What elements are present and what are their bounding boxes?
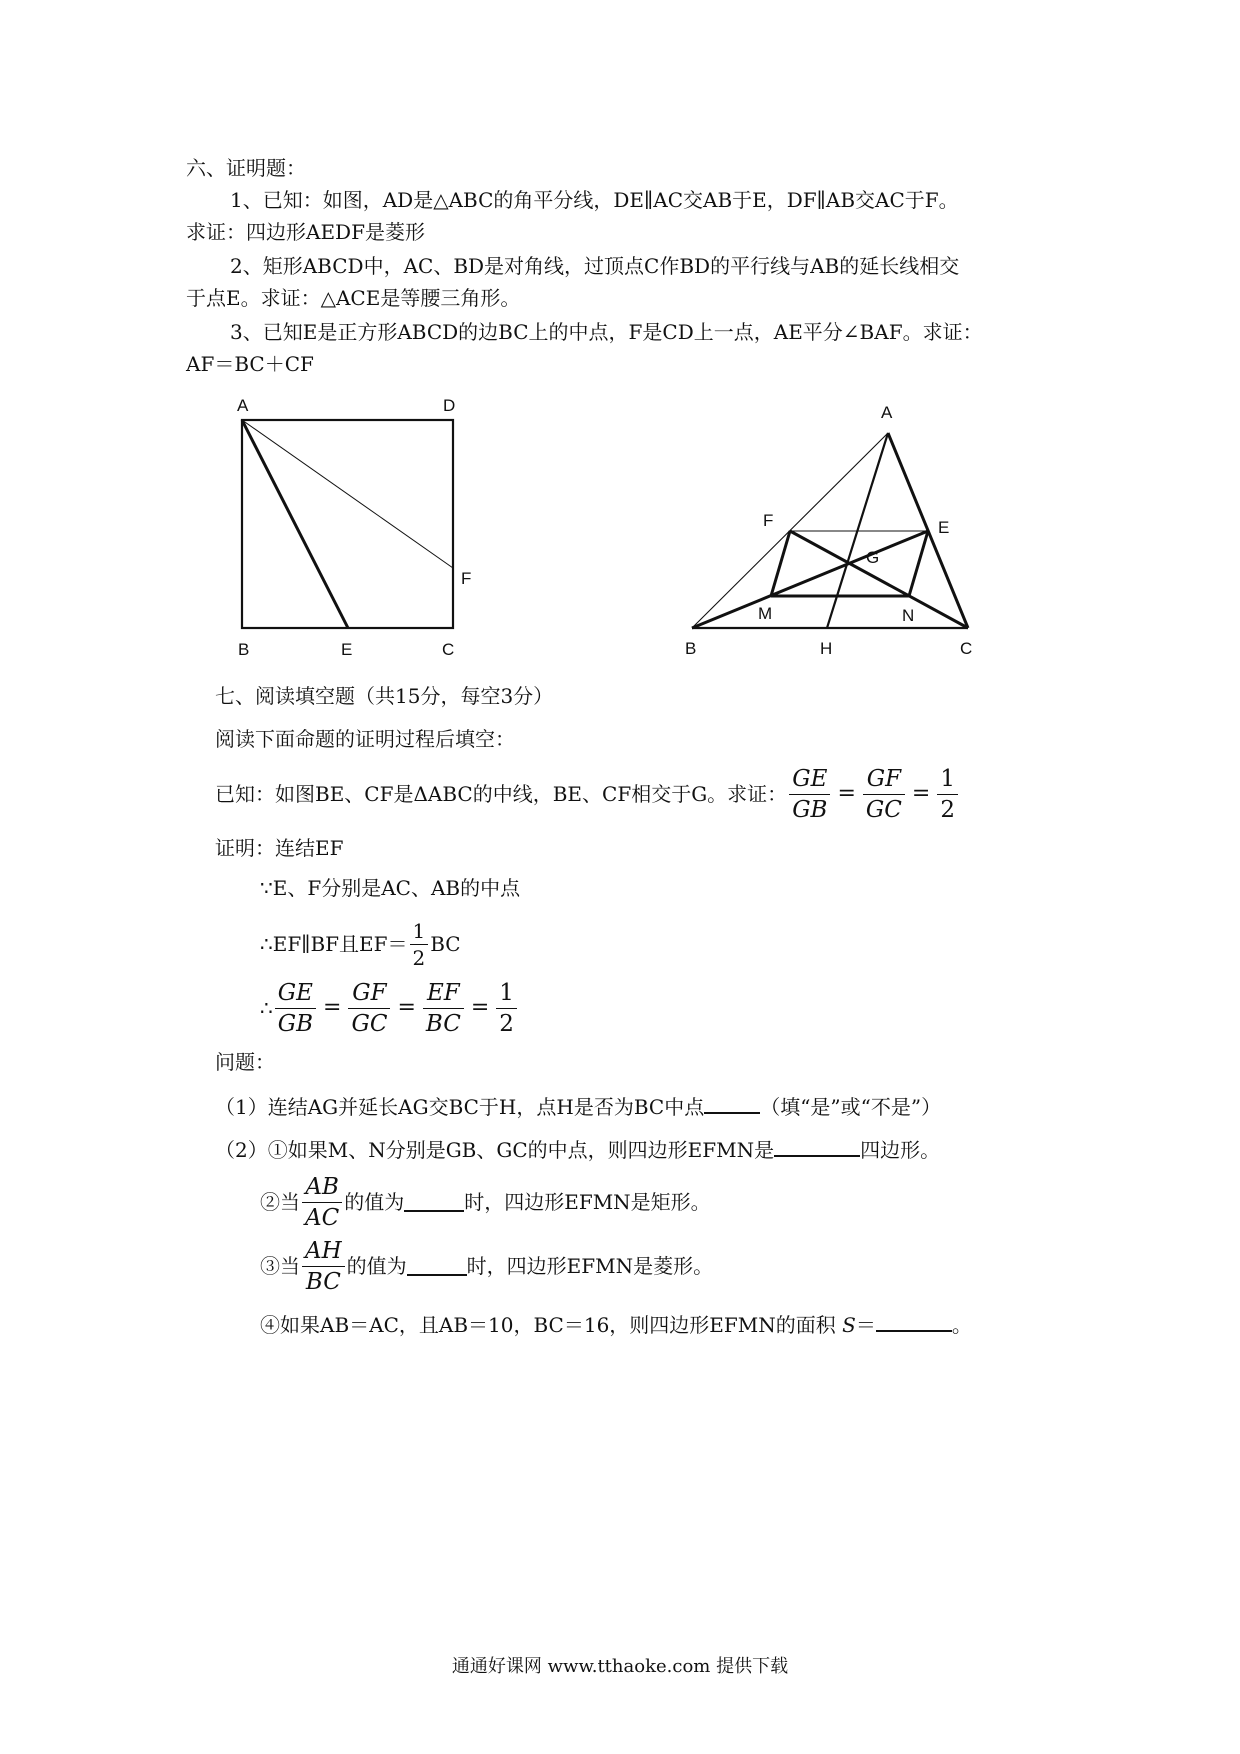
section-7-heading: 七、阅读填空题（共15分，每空3分）: [215, 684, 554, 708]
equals-sign: =: [397, 995, 416, 1020]
proof-label: 证明：连结EF: [215, 836, 344, 860]
proof-step-3: [260, 974, 519, 1042]
section-6-heading: 六、证明题：: [186, 156, 306, 180]
median-be: [692, 531, 928, 628]
segment-ae: [242, 420, 348, 628]
question-2-line-2: 于点E。求证：△ACE是等腰三角形。: [186, 286, 521, 310]
questions-label: 问题：: [215, 1050, 275, 1074]
footer-text: 通通好课网 www.tthaoke.com 提供下载: [451, 1656, 789, 1677]
denominator: BC: [425, 1010, 461, 1037]
question-4-text: ③当: [260, 1254, 300, 1278]
equals-sign: =: [911, 781, 931, 806]
answer-blank-3[interactable]: [404, 1192, 464, 1212]
label-h: H: [820, 639, 833, 658]
question-5-tail: 。: [951, 1313, 972, 1337]
label-b: B: [238, 640, 250, 659]
numerator: 1: [410, 918, 429, 945]
fraction-ah-bc: [302, 1236, 345, 1297]
question-2: [215, 1137, 940, 1162]
segment-af: [242, 420, 453, 568]
answer-blank-1[interactable]: [704, 1094, 760, 1114]
fraction-ab-ac: [302, 1172, 342, 1233]
numerator: EF: [423, 978, 464, 1009]
fraction-one-half: [937, 764, 958, 825]
fraction-ge-gb: [789, 764, 830, 825]
denominator: GB: [277, 1010, 314, 1037]
question-1-line-1: 1、已知：如图，AD是△ABC的角平分线，DE∥AC交AB于E，DF∥AB交AC于F。: [230, 188, 959, 212]
question-1-tail: （填“是”或“不是”）: [760, 1095, 942, 1119]
step-2-text: ∴EF∥BF且EF＝: [260, 932, 408, 956]
answer-blank-4[interactable]: [407, 1256, 467, 1276]
numerator: GE: [789, 764, 830, 795]
question-1: [215, 1094, 941, 1119]
step-2-tail: BC: [430, 932, 461, 956]
answer-blank-5[interactable]: [876, 1312, 952, 1332]
question-3-line-1: 3、已知E是正方形ABCD的边BC上的中点，F是CD上一点，AE平分∠BAF。求证：: [230, 320, 983, 344]
question-2-tail: 四边形。: [860, 1138, 941, 1162]
area-variable: S: [842, 1313, 856, 1337]
question-3: [260, 1168, 711, 1236]
question-5-text: ④如果AB＝AC，且AB＝10，BC＝16，则四边形EFMN的面积: [260, 1313, 836, 1337]
fraction-gf-gc: [348, 978, 390, 1039]
triangle-figure: [680, 395, 990, 670]
question-4: [260, 1232, 713, 1300]
label-f: F: [763, 511, 774, 530]
proof-step-1: ∵E、F分别是AC、AB的中点: [260, 876, 521, 900]
label-f: F: [461, 569, 472, 588]
equals-sign: =: [837, 781, 856, 806]
median-cf: [790, 531, 968, 628]
numerator: AB: [302, 1172, 342, 1203]
question-2-text: （2）①如果M、N分别是GB、GC的中点，则四边形EFMN是: [215, 1138, 775, 1162]
fraction-ge-gb: [275, 978, 316, 1039]
question-3-line-2: AF＝BC＋CF: [186, 352, 314, 376]
label-d: D: [443, 396, 456, 415]
denominator: 2: [940, 796, 955, 823]
fraction-one-half: [410, 918, 429, 971]
fraction-ef-bc: [423, 978, 464, 1039]
equals-sign: ＝: [855, 1313, 876, 1337]
therefore-symbol: ∴: [260, 996, 273, 1020]
numerator: GF: [863, 764, 905, 795]
given-text: 已知：如图BE、CF是ΔABC的中线，BE、CF相交于G。求证：: [215, 782, 788, 806]
fraction-gf-gc: [863, 764, 905, 825]
label-a: A: [237, 396, 249, 415]
denominator: BC: [305, 1268, 341, 1295]
numerator: 1: [496, 978, 517, 1009]
denominator: GC: [351, 1010, 388, 1037]
question-1-text: （1）连结AG并延长AG交BC于H，点H是否为BC中点: [215, 1095, 705, 1119]
numerator: AH: [302, 1236, 345, 1267]
question-3-mid: 的值为: [344, 1190, 405, 1214]
denominator: 2: [412, 945, 426, 970]
numerator: GE: [275, 978, 316, 1009]
numerator: GF: [348, 978, 390, 1009]
equals-sign: =: [470, 995, 490, 1020]
question-2-line-1: 2、矩形ABCD中，AC、BD是对角线，过顶点C作BD的平行线与AB的延长线相交: [230, 254, 960, 278]
denominator: GB: [792, 796, 828, 823]
question-5: [260, 1312, 972, 1337]
answer-blank-2[interactable]: [774, 1137, 860, 1157]
fraction-one-half: [496, 978, 517, 1039]
label-e: E: [938, 518, 950, 537]
numerator: 1: [937, 764, 958, 795]
question-1-line-2: 求证：四边形AEDF是菱形: [186, 220, 425, 244]
label-a: A: [881, 403, 893, 422]
denominator: GC: [865, 796, 902, 823]
label-g: G: [866, 548, 880, 567]
label-b: B: [685, 639, 697, 658]
square-figure: [230, 390, 480, 660]
question-4-mid: 的值为: [346, 1254, 407, 1278]
label-c: C: [960, 639, 973, 658]
square-outline: [242, 420, 453, 628]
label-m: M: [758, 604, 773, 623]
label-e: E: [341, 640, 353, 659]
question-3-tail: 时，四边形EFMN是矩形。: [464, 1190, 711, 1214]
segment-en: [909, 531, 928, 596]
label-c: C: [442, 640, 455, 659]
equals-sign: =: [323, 995, 342, 1020]
denominator: 2: [499, 1010, 514, 1037]
proof-step-2: [260, 912, 461, 976]
segment-fm: [771, 531, 790, 596]
denominator: AC: [305, 1204, 340, 1231]
question-3-text: ②当: [260, 1190, 300, 1214]
label-n: N: [902, 606, 915, 625]
given-line: [215, 760, 960, 828]
question-4-tail: 时，四边形EFMN是菱形。: [466, 1254, 714, 1278]
section-7-intro: 阅读下面命题的证明过程后填空：: [215, 727, 515, 751]
